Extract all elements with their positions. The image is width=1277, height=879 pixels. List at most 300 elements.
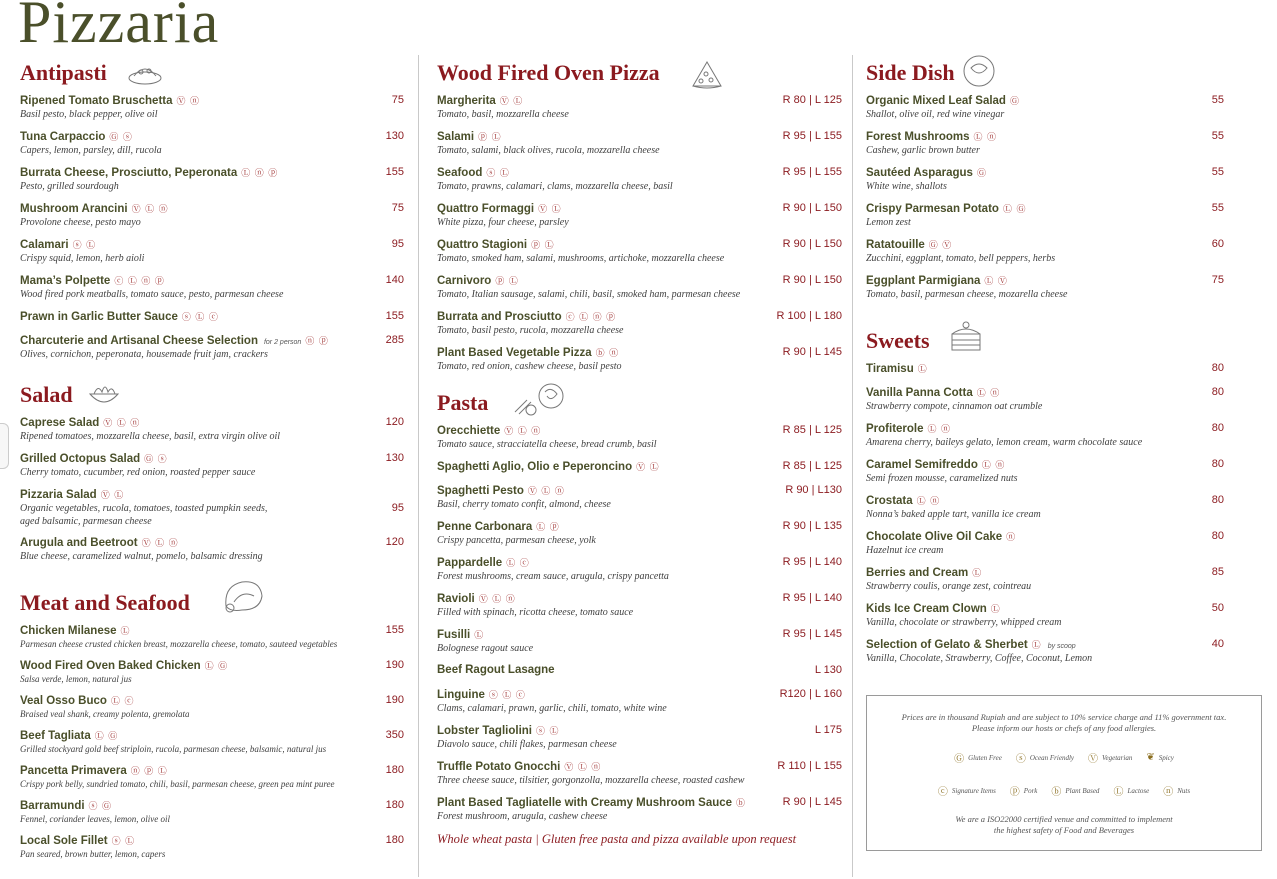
nut-icon: ⓝ [1163, 787, 1174, 798]
item-name: Mushroom Arancini Ⓥ Ⓛ ⓝ [20, 203, 169, 215]
pasta-footnote: Whole wheat pasta | Gluten free pasta and pizza available upon request [437, 832, 797, 846]
item-price: 130 [385, 452, 404, 464]
item-description: Olives, cornichon, peperonata, housemade fruit jam, crackers [20, 349, 268, 360]
item-price: 80 [1211, 362, 1224, 374]
menu-item [20, 274, 404, 310]
menu-item [866, 566, 1224, 602]
diet-symbols-icon: ⓟ Ⓛ [495, 276, 519, 286]
chili-icon: ❦ [1146, 752, 1155, 763]
diet-symbols-icon: ⓒ Ⓛ ⓝ ⓟ [565, 312, 617, 322]
diet-symbols-icon: Ⓖ Ⓥ [928, 240, 953, 250]
item-description: Tomato, basil, parmesan cheese, mozarella cheese [866, 289, 1068, 300]
legend-iso-note: We are a ISO22000 certified venue and committed to implement [955, 814, 1173, 824]
item-price: 285 [385, 334, 404, 346]
pizza-slice-icon [689, 60, 723, 90]
item-price: 80 [1211, 530, 1224, 542]
item-price: R 110 | L 155 [777, 760, 842, 772]
item-price: R 85 | L 125 [782, 460, 842, 472]
item-name: Carnivoro ⓟ Ⓛ [437, 275, 519, 287]
side-dish-icon [962, 54, 996, 88]
item-description: Vanilla, chocolate or strawberry, whipped cream [866, 617, 1062, 628]
menu-item [866, 238, 1224, 274]
diet-symbols-icon: ⓢ Ⓛ [486, 168, 510, 178]
diet-symbols-icon: ⓑ ⓝ [595, 348, 620, 358]
chef-hat-icon: ⓒ [937, 787, 948, 798]
legend-allergy-note: Please inform our hosts or chefs of any food allergies. [971, 723, 1157, 733]
diet-symbols-icon: Ⓥ Ⓛ ⓝ [103, 418, 141, 428]
legend-tax-note: Prices are in thousand Rupiah and are subject to 10% service charge and 11% government tax. [901, 712, 1227, 722]
item-description: Crispy squid, lemon, herb aioli [20, 253, 145, 264]
item-price: 55 [1211, 166, 1224, 178]
menu-item [866, 458, 1224, 494]
item-description: Wood fired pork meatballs, tomato sauce, pesto, parmesan cheese [20, 289, 284, 300]
item-price: 55 [1211, 130, 1224, 142]
item-name: Pancetta Primavera ⓝ ⓟ Ⓛ [20, 765, 168, 777]
menu-item [20, 94, 404, 130]
item-price: R 90 | L 145 [782, 346, 842, 358]
item-description: Grilled stockyard gold beef striploin, rucola, parmesan cheese, balsamic, natural jus [20, 744, 327, 754]
item-name: Beef Ragout Lasagne [437, 664, 555, 676]
item-name: Kids Ice Cream Clown Ⓛ [866, 603, 1001, 615]
item-name: Pappardelle Ⓛ ⓒ [437, 557, 530, 569]
item-name: Sautéed Asparagus Ⓖ [866, 167, 987, 179]
diet-symbols-icon: Ⓛ Ⓖ [94, 731, 119, 741]
menu-item [437, 688, 842, 724]
item-description: Bolognese ragout sauce [437, 643, 534, 654]
diet-symbols-icon: Ⓥ Ⓛ ⓝ [564, 762, 602, 772]
item-price: R 90 | L 145 [782, 796, 842, 808]
pasta-icon [511, 382, 565, 418]
item-price: 350 [385, 729, 404, 741]
item-price: R 85 | L 125 [782, 424, 842, 436]
diet-symbols-icon: Ⓛ Ⓖ [1002, 204, 1027, 214]
item-price: 180 [385, 764, 404, 776]
legend-plant-based: ⓑ Plant Based [1051, 783, 1099, 798]
item-price: 75 [1211, 274, 1224, 286]
item-price: R 90 | L 150 [782, 274, 842, 286]
item-name: Profiterole Ⓛ ⓝ [866, 423, 952, 435]
section-header-meat-seafood [20, 588, 404, 624]
item-description: Ripened tomatoes, mozzarella cheese, basil, extra virgin olive oil [20, 431, 281, 442]
menu-item [20, 166, 404, 202]
item-description: Pesto, grilled sourdough [20, 181, 119, 192]
menu-item [20, 659, 404, 694]
menu-item [437, 310, 842, 346]
item-description: Forest mushrooms, cream sauce, arugula, crispy pancetta [437, 571, 669, 582]
item-name: Chocolate Olive Oil Cake ⓝ [866, 531, 1017, 543]
item-name: Chicken Milanese Ⓛ [20, 625, 131, 637]
menu-item [437, 484, 842, 520]
item-description: Blue cheese, caramelized walnut, pomelo, balsamic dressing [20, 551, 263, 562]
menu-item [437, 760, 842, 796]
item-price: 180 [385, 799, 404, 811]
item-name: Beef Tagliata Ⓛ Ⓖ [20, 730, 119, 742]
item-name: Linguine ⓢ Ⓛ ⓒ [437, 689, 526, 701]
item-description: Tomato, basil pesto, rucola, mozzarella cheese [437, 325, 624, 336]
item-description: Tomato, salami, black olives, rucola, mozzarella cheese [437, 145, 660, 156]
item-description: Hazelnut ice cream [866, 545, 944, 556]
item-name: Quattro Formaggi Ⓥ Ⓛ [437, 203, 562, 215]
diet-symbols-icon: Ⓛ ⓝ [916, 496, 941, 506]
item-name: Berries and Cream Ⓛ [866, 567, 983, 579]
item-price: R 95 | L 145 [782, 628, 842, 640]
diet-symbols-icon: ⓢ Ⓖ [88, 801, 113, 811]
diet-symbols-icon: Ⓥ Ⓛ [636, 462, 660, 472]
section-header-pasta [437, 388, 842, 424]
menu-item [437, 346, 842, 382]
diet-symbols-icon: Ⓛ Ⓖ [204, 661, 229, 671]
item-name: Local Sole Fillet ⓢ Ⓛ [20, 835, 136, 847]
item-price: R 95 | L 155 [782, 130, 842, 142]
item-description: Tomato sauce, stracciatella cheese, bread crumb, basil [437, 439, 657, 450]
item-name: Pizzaria Salad Ⓥ Ⓛ [20, 489, 125, 501]
item-description: Basil, cherry tomato confit, almond, cheese [437, 499, 611, 510]
diet-symbols-icon: Ⓛ ⓟ [536, 522, 560, 532]
menu-item [437, 94, 842, 130]
gluten-free-icon: Ⓖ [954, 754, 965, 765]
diet-symbols-icon: Ⓛ [990, 604, 1001, 614]
item-description: Cherry tomato, cucumber, red onion, roasted pepper sauce [20, 467, 256, 478]
item-name: Eggplant Parmigiana Ⓛ Ⓥ [866, 275, 1008, 287]
section-header-pizza [437, 58, 842, 94]
item-name: Grilled Octopus Salad Ⓖ ⓢ [20, 453, 168, 465]
menu-item [20, 452, 404, 488]
section-title: Sweets [866, 328, 930, 353]
item-description: Tomato, prawns, calamari, clams, mozzarella cheese, basil [437, 181, 673, 192]
antipasti-plate-icon [128, 62, 162, 86]
item-description: Shallot, olive oil, red wine vinegar [866, 109, 1005, 120]
item-name: Calamari ⓢ Ⓛ [20, 239, 97, 251]
item-description: Semi frozen mousse, caramelized nuts [866, 473, 1018, 484]
item-price: R 90 | L 150 [782, 238, 842, 250]
menu-item [437, 130, 842, 166]
item-name: Prawn in Garlic Butter Sauce ⓢ Ⓛ ⓒ [20, 311, 219, 323]
meat-seafood-icon [220, 576, 268, 616]
item-price: 155 [385, 310, 404, 322]
menu-item [20, 310, 404, 334]
menu-item [20, 764, 404, 799]
item-price: 80 [1211, 422, 1224, 434]
diet-symbols-icon: ⓝ ⓟ Ⓛ [130, 766, 168, 776]
item-price: 190 [385, 659, 404, 671]
item-name: Organic Mixed Leaf Salad Ⓖ [866, 95, 1020, 107]
section-header-salad [20, 380, 404, 416]
item-description: Three cheese sauce, tilsitier, gorgonzolla, mozzarella cheese, roasted cashew [437, 775, 745, 786]
legend-lactose: Ⓛ Lactose [1113, 783, 1149, 798]
item-description: Vanilla, Chocolate, Strawberry, Coffee, Coconut, Lemon [866, 653, 1093, 664]
menu-item [866, 202, 1224, 238]
legend-row [867, 783, 1261, 798]
menu-item [437, 460, 842, 484]
item-price: 155 [385, 624, 404, 636]
diet-symbols-icon: Ⓥ Ⓛ ⓝ [141, 538, 179, 548]
menu-item [437, 274, 842, 310]
menu-item [20, 130, 404, 166]
item-name: Margherita Ⓥ Ⓛ [437, 95, 524, 107]
section-title: Pasta [437, 390, 489, 415]
column-divider [852, 55, 853, 877]
diet-symbols-icon: ⓢ Ⓛ [535, 726, 560, 736]
menu-item [20, 799, 404, 834]
item-name: Fusilli Ⓛ [437, 629, 485, 641]
menu-item [20, 624, 404, 659]
menu-item [20, 834, 404, 864]
diet-symbols-icon: ⓒ Ⓛ ⓝ ⓟ [114, 276, 165, 286]
item-description: Braised veal shank, creamy polenta, gremolata [20, 709, 190, 719]
item-price: L 175 [814, 724, 842, 736]
item-description: Forest mushroom, arugula, cashew cheese [437, 811, 608, 822]
item-price: 75 [391, 202, 404, 214]
diet-symbols-icon: Ⓥ Ⓛ ⓝ [478, 594, 516, 604]
menu-item [437, 424, 842, 460]
menu-item [20, 334, 404, 370]
menu-item [437, 520, 842, 556]
item-name: Lobster Tagliolini ⓢ Ⓛ [437, 725, 560, 737]
item-price: 130 [385, 130, 404, 142]
menu-item [866, 422, 1224, 458]
diet-symbols-icon: ⓢ Ⓛ [111, 836, 136, 846]
menu-item [20, 238, 404, 274]
item-price: 55 [1211, 202, 1224, 214]
menu-item [20, 416, 404, 452]
item-name: Tiramisu Ⓛ [866, 363, 928, 375]
diet-symbols-icon: Ⓖ [976, 168, 987, 178]
item-price: 80 [1211, 386, 1224, 398]
diet-symbols-icon: ⓢ Ⓛ ⓒ [181, 312, 219, 322]
item-price: R120 | L 160 [779, 688, 842, 700]
item-price: R 90 | L130 [785, 484, 842, 496]
menu-item [437, 202, 842, 238]
column-divider [418, 55, 419, 877]
diet-symbols-icon: Ⓛ ⓒ [506, 558, 530, 568]
menu-item [20, 536, 404, 572]
item-price: 140 [385, 274, 404, 286]
menu-column-right [866, 58, 1224, 674]
item-name: Crostata Ⓛ ⓝ [866, 495, 941, 507]
menu-item [20, 729, 404, 764]
item-name: Spaghetti Aglio, Olio e Peperoncino Ⓥ Ⓛ [437, 461, 660, 473]
diet-symbols-icon: Ⓛ [1031, 640, 1042, 650]
item-description: Diavolo sauce, chili flakes, parmesan cheese [437, 739, 617, 750]
diet-symbols-icon: Ⓛ [120, 626, 131, 636]
section-header-sweets [866, 326, 1224, 362]
legend-nuts: ⓝ Nuts [1163, 783, 1190, 798]
diet-symbols-icon: Ⓛ ⓝ ⓟ [241, 168, 279, 178]
plant-icon: ⓑ [1051, 787, 1062, 798]
cake-slice-icon [948, 316, 984, 356]
diet-symbols-icon: Ⓛ ⓝ [976, 388, 1001, 398]
legend-pork: ⓟ Pork [1010, 783, 1038, 798]
item-description: Lemon zest [866, 217, 911, 228]
item-name: Plant Based Tagliatelle with Creamy Mushroom Sauce ⓑ [437, 797, 747, 809]
item-description: Parmesan cheese crusted chicken breast, mozzarella cheese, tomato, sauteed vegetables [20, 639, 338, 649]
item-name: Wood Fired Oven Baked Chicken Ⓛ Ⓖ [20, 660, 229, 672]
diet-symbols-icon: Ⓥ ⓝ [176, 96, 201, 106]
item-description: Tomato, Italian sausage, salami, chili, basil, smoked ham, parmesan cheese [437, 289, 741, 300]
diet-symbols-icon: Ⓛ [474, 630, 485, 640]
item-description: Capers, lemon, parsley, dill, rucola [20, 145, 162, 156]
item-price: R 95 | L 140 [782, 592, 842, 604]
item-note: by scoop [1047, 643, 1076, 650]
menu-item [866, 530, 1224, 566]
legend-iso-note-2: the highest safety of Food and Beverages [993, 825, 1135, 835]
item-description: Amarena cherry, baileys gelato, lemon cream, warm chocolate sauce [866, 437, 1143, 448]
item-description: Clams, calamari, prawn, garlic, chili, tomato, white wine [437, 703, 667, 714]
diet-symbols-icon: ⓑ [736, 798, 747, 808]
item-price: R 95 | L 155 [782, 166, 842, 178]
item-description: Strawberry compote, cinnamon oat crumble [866, 401, 1043, 412]
item-name: Penne Carbonara Ⓛ ⓟ [437, 521, 560, 533]
item-price: 80 [1211, 458, 1224, 470]
leaf-icon: Ⓥ [1088, 754, 1098, 765]
pig-icon: ⓟ [1009, 787, 1020, 798]
diet-symbols-icon: Ⓛ [972, 568, 983, 578]
section-title: Side Dish [866, 60, 955, 85]
item-name: Burrata Cheese, Prosciutto, Peperonata Ⓛ ⓝ ⓟ [20, 167, 279, 179]
diet-symbols-icon: Ⓥ Ⓛ ⓝ [131, 204, 169, 214]
item-name: Ratatouille Ⓖ Ⓥ [866, 239, 953, 251]
menu-item [866, 274, 1224, 310]
item-name: Truffle Potato Gnocchi Ⓥ Ⓛ ⓝ [437, 761, 602, 773]
diet-symbols-icon: Ⓥ Ⓛ [100, 490, 125, 500]
item-description: Nonna’s baked apple tart, vanilla ice cream [866, 509, 1041, 520]
item-description: Zucchini, eggplant, tomato, bell peppers, herbs [866, 253, 1056, 264]
legend-ocean-friendly: ⓢ Ocean Friendly [1016, 750, 1074, 765]
item-price: 75 [391, 94, 404, 106]
item-price: R 100 | L 180 [776, 310, 842, 322]
menu-item [866, 602, 1224, 638]
legend-row [867, 750, 1261, 765]
item-name: Barramundi ⓢ Ⓖ [20, 800, 113, 812]
item-name: Arugula and Beetroot Ⓥ Ⓛ ⓝ [20, 537, 179, 549]
section-title: Salad [20, 382, 73, 407]
item-description: Organic vegetables, rucola, tomatoes, toasted pumpkin seeds, aged balsamic, parmesan cheese [20, 503, 268, 527]
item-name: Caramel Semifreddo Ⓛ ⓝ [866, 459, 1006, 471]
section-header-antipasti [20, 58, 404, 94]
section-title: Antipasti [20, 60, 107, 85]
item-name: Burrata and Prosciutto ⓒ Ⓛ ⓝ ⓟ [437, 311, 617, 323]
item-name: Crispy Parmesan Potato Ⓛ Ⓖ [866, 203, 1027, 215]
fish-icon: ⓢ [1015, 754, 1026, 765]
diet-symbols-icon: ⓢ Ⓛ [72, 240, 97, 250]
item-description: Salsa verde, lemon, natural jus [20, 674, 132, 684]
section-title: Wood Fired Oven Pizza [437, 60, 660, 85]
item-name: Caprese Salad Ⓥ Ⓛ ⓝ [20, 417, 141, 429]
item-price: 95 [391, 502, 404, 514]
menu-item [866, 94, 1224, 130]
item-name: Seafood ⓢ Ⓛ [437, 167, 510, 179]
legend-gluten-free: Ⓖ Gluten Free [954, 750, 1002, 765]
legend-vegetarian: Ⓥ Vegetarian [1088, 750, 1132, 765]
item-price: 40 [1211, 638, 1224, 650]
item-description: Cashew, garlic brown butter [866, 145, 980, 156]
item-price: R 90 | L 135 [782, 520, 842, 532]
item-description: Crispy pancetta, parmesan cheese, yolk [437, 535, 596, 546]
item-price: 85 [1211, 566, 1224, 578]
menu-column-left [20, 58, 404, 864]
item-price: R 95 | L 140 [782, 556, 842, 568]
item-note: for 2 person [263, 339, 302, 346]
item-price: 120 [385, 416, 404, 428]
item-name: Selection of Gelato & Sherbet Ⓛ by scoop [866, 639, 1076, 651]
item-name: Tuna Carpaccio Ⓖ ⓢ [20, 131, 133, 143]
diet-symbols-icon: Ⓥ Ⓛ [538, 204, 562, 214]
item-name: Vanilla Panna Cotta Ⓛ ⓝ [866, 387, 1001, 399]
item-price: 80 [1211, 494, 1224, 506]
item-price: R 80 | L 125 [782, 94, 842, 106]
item-description: White pizza, four cheese, parsley [437, 217, 569, 228]
item-price: 180 [385, 834, 404, 846]
menu-item [866, 494, 1224, 530]
item-price: 95 [391, 238, 404, 250]
menu-item [866, 166, 1224, 202]
item-description: Crispy pork belly, sundried tomato, chili, basil, parmesan cheese, green pea mint puree [20, 779, 335, 789]
brand-title: Pizzaria [18, 0, 220, 55]
item-price: R 90 | L 150 [782, 202, 842, 214]
salad-bowl-icon [88, 380, 120, 406]
diet-symbols-icon: Ⓛ ⓝ [973, 132, 998, 142]
diet-symbols-icon: ⓟ Ⓛ [478, 132, 502, 142]
item-price: 55 [1211, 94, 1224, 106]
diet-symbols-icon: ⓝ ⓟ [305, 336, 329, 346]
item-description: Tomato, basil, mozzarella cheese [437, 109, 569, 120]
diet-symbols-icon: Ⓥ Ⓛ ⓝ [527, 486, 565, 496]
item-description: Pan seared, brown butter, lemon, capers [20, 849, 166, 859]
menu-item [20, 202, 404, 238]
item-price: 155 [385, 166, 404, 178]
section-title: Meat and Seafood [20, 590, 190, 615]
page-edge-handle[interactable] [0, 423, 9, 469]
diet-symbols-icon: Ⓛ ⓝ [927, 424, 952, 434]
menu-item [437, 796, 842, 832]
diet-symbols-icon: ⓢ Ⓛ ⓒ [488, 690, 526, 700]
item-price: L 130 [814, 664, 842, 676]
menu-item [866, 362, 1224, 386]
diet-symbols-icon: Ⓥ Ⓛ [499, 96, 524, 106]
diet-symbols-icon: ⓟ Ⓛ [531, 240, 555, 250]
menu-item [437, 166, 842, 202]
item-name: Ravioli Ⓥ Ⓛ ⓝ [437, 593, 516, 605]
diet-symbols-icon: Ⓖ [1009, 96, 1020, 106]
item-name: Veal Osso Buco Ⓛ ⓒ [20, 695, 135, 707]
menu-item [437, 556, 842, 592]
item-name: Spaghetti Pesto Ⓥ Ⓛ ⓝ [437, 485, 565, 497]
diet-symbols-icon: Ⓖ ⓢ [109, 132, 133, 142]
milk-icon: Ⓛ [1113, 787, 1124, 798]
item-description: Tomato, red onion, cashew cheese, basil pesto [437, 361, 622, 372]
menu-item [866, 130, 1224, 166]
item-name: Salami ⓟ Ⓛ [437, 131, 502, 143]
item-description: Tomato, smoked ham, salami, mushrooms, artichoke, mozzarella cheese [437, 253, 725, 264]
item-price: 120 [385, 536, 404, 548]
item-price: 60 [1211, 238, 1224, 250]
section-header-side-dish [866, 58, 1224, 94]
menu-item [437, 592, 842, 628]
item-description: Basil pesto, black pepper, olive oil [20, 109, 158, 120]
menu-item [437, 238, 842, 274]
diet-symbols-icon: Ⓛ [917, 364, 928, 374]
diet-symbols-icon: Ⓛ ⓝ [981, 460, 1006, 470]
diet-symbols-icon: Ⓛ Ⓥ [984, 276, 1008, 286]
item-name: Quattro Stagioni ⓟ Ⓛ [437, 239, 555, 251]
menu-column-center [437, 58, 842, 847]
item-name: Mama’s Polpette ⓒ Ⓛ ⓝ ⓟ [20, 275, 165, 287]
menu-item [866, 386, 1224, 422]
item-description: White wine, shallots [866, 181, 947, 192]
legend-signature: ⓒ Signature Items [938, 783, 996, 798]
diet-symbols-icon: Ⓖ ⓢ [144, 454, 168, 464]
menu-item [437, 628, 842, 664]
